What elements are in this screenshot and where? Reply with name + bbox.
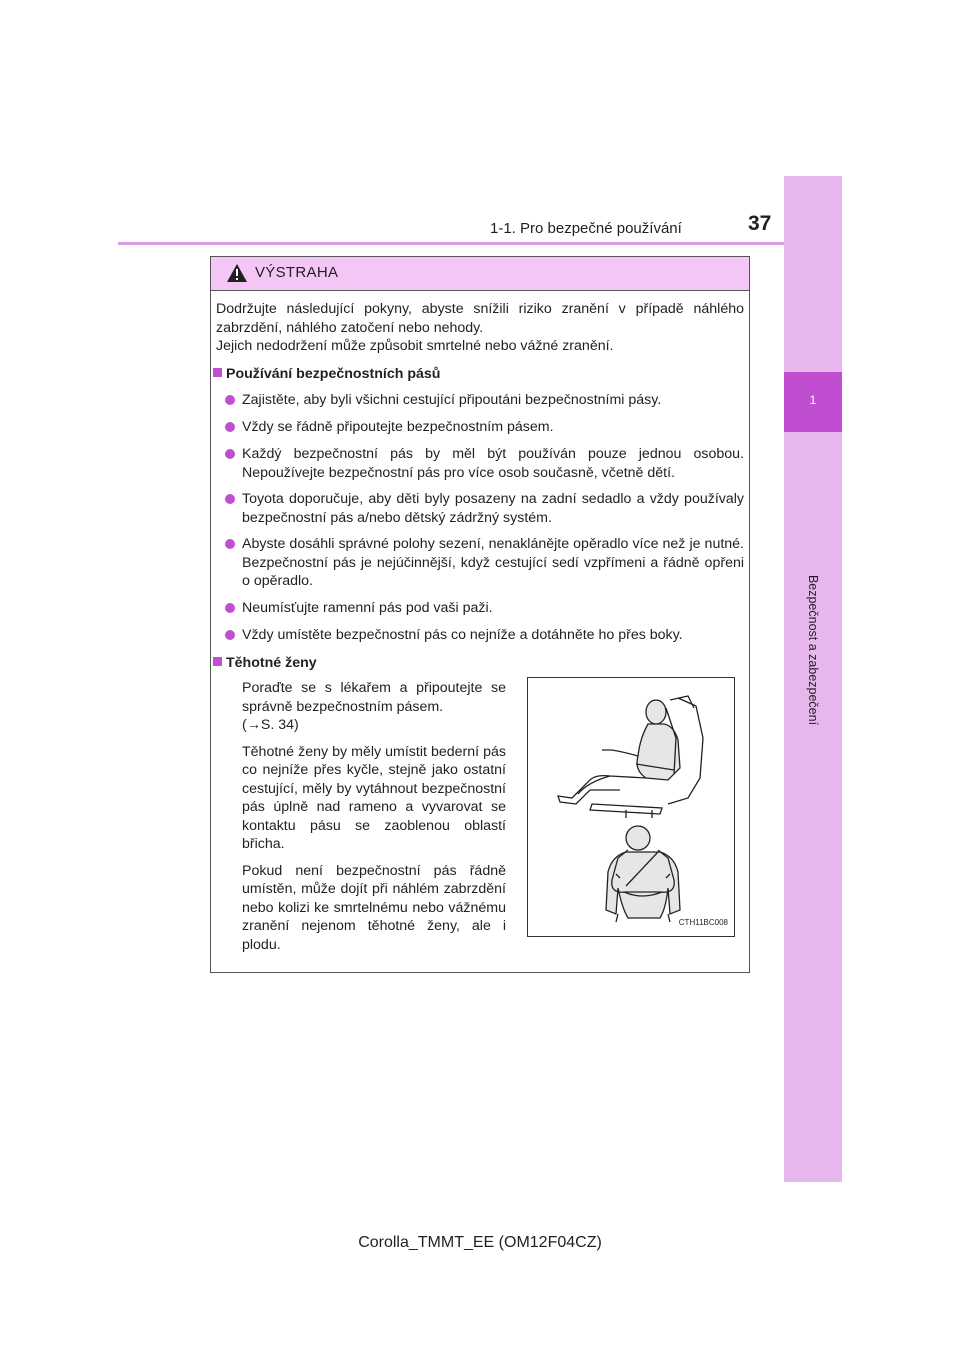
chapter-label-text: Bezpečnost a zabezpečení (806, 574, 820, 726)
footer-doc-id: Corolla_TMMT_EE (OM12F04CZ) (358, 1234, 602, 1251)
square-bullet-icon (213, 657, 222, 666)
list-item: Každý bezpečnostní pás by měl být používán pouze jednou osobou. Nepoužívejte bezpečnostní pás pro více osob současně, včetně dětí. (242, 445, 744, 482)
paragraph: Pokud není bezpečnostní pás řádně umístěn, může dojít při náhlém zabrzdění nebo kolizi ke smrtelnému nebo vážnému zranění nejenom těhotné ženy, ale i plodu. (242, 862, 506, 953)
seatbelt-illustration-drawing (528, 678, 734, 936)
page-number: 37 (748, 212, 772, 235)
bullet-dot-icon (225, 494, 235, 504)
warning-header (211, 257, 749, 291)
square-bullet-icon (213, 368, 222, 377)
pregnant-seatbelt-illustration (527, 677, 735, 937)
list-item: Abyste dosáhli správné polohy sezení, nenaklánějte opěradlo více než je nutné. Bezpečnostní pás je nejúčinnější, když cestující sedí vzpřímeni a řádně opřeni o opěradlo. (242, 535, 744, 591)
intro-line: Dodržujte následující pokyny, abyste snížili riziko zranění v případě náhlého zabrzdění, náhlého zatočení nebo nehody. (216, 301, 744, 336)
warning-triangle-icon (226, 263, 248, 283)
section-title: 1-1. Pro bezpečné používání (490, 220, 682, 237)
warning-box (210, 256, 750, 973)
bullet-dot-icon (225, 449, 235, 459)
paragraph: Těhotné ženy by měly umístit bederní pás co nejníže přes kyčle, stejně jako ostatní cestující, měly by vytáhnout bezpečnostní pás úplně nad rameno a vyvarovat se kontaktu pásu se zaoblenou oblastí břicha. (242, 743, 506, 852)
subheading-seatbelts (213, 365, 440, 384)
list-item: Toyota doporučuje, aby děti byly posazeny na zadní sedadlo a vždy používaly bezpečnostní pás a/nebo dětský zádržný systém. (242, 490, 744, 527)
list-item: Zajistěte, aby byli všichni cestující připoutáni bezpečnostními pásy. (242, 391, 744, 410)
subheading-text: Používání bezpečnostních pásů (226, 366, 441, 382)
list-item: Vždy umístěte bezpečnostní pás co nejníže a dotáhněte ho přes boky. (242, 626, 744, 645)
bullet-dot-icon (225, 539, 235, 549)
bullet-dot-icon (225, 630, 235, 640)
list-item: Vždy se řádně připoutejte bezpečnostním pásem. (242, 418, 744, 437)
pregnant-text (242, 679, 506, 954)
intro-line: Jejich nedodržení může způsobit smrtelné nebo vážné zranění. (216, 338, 614, 354)
subheading-text: Těhotné ženy (226, 655, 317, 671)
paragraph: Poraďte se s lékařem a připoutejte se správně bezpečnostním pásem. (242, 680, 506, 715)
warning-title: VÝSTRAHA (255, 264, 339, 281)
bullet-dot-icon (225, 603, 235, 613)
warning-intro (216, 300, 744, 356)
page-reference: (→S. 34) (242, 717, 299, 733)
bullet-dot-icon (225, 422, 235, 432)
subheading-pregnant (213, 654, 317, 673)
chapter-number-tab: 1 (784, 372, 842, 432)
bullet-dot-icon (225, 395, 235, 405)
figure-code: CTH11BC008 (678, 917, 728, 927)
header-rule (118, 242, 786, 245)
list-item: Neumísťujte ramenní pás pod vaši paži. (242, 599, 744, 618)
